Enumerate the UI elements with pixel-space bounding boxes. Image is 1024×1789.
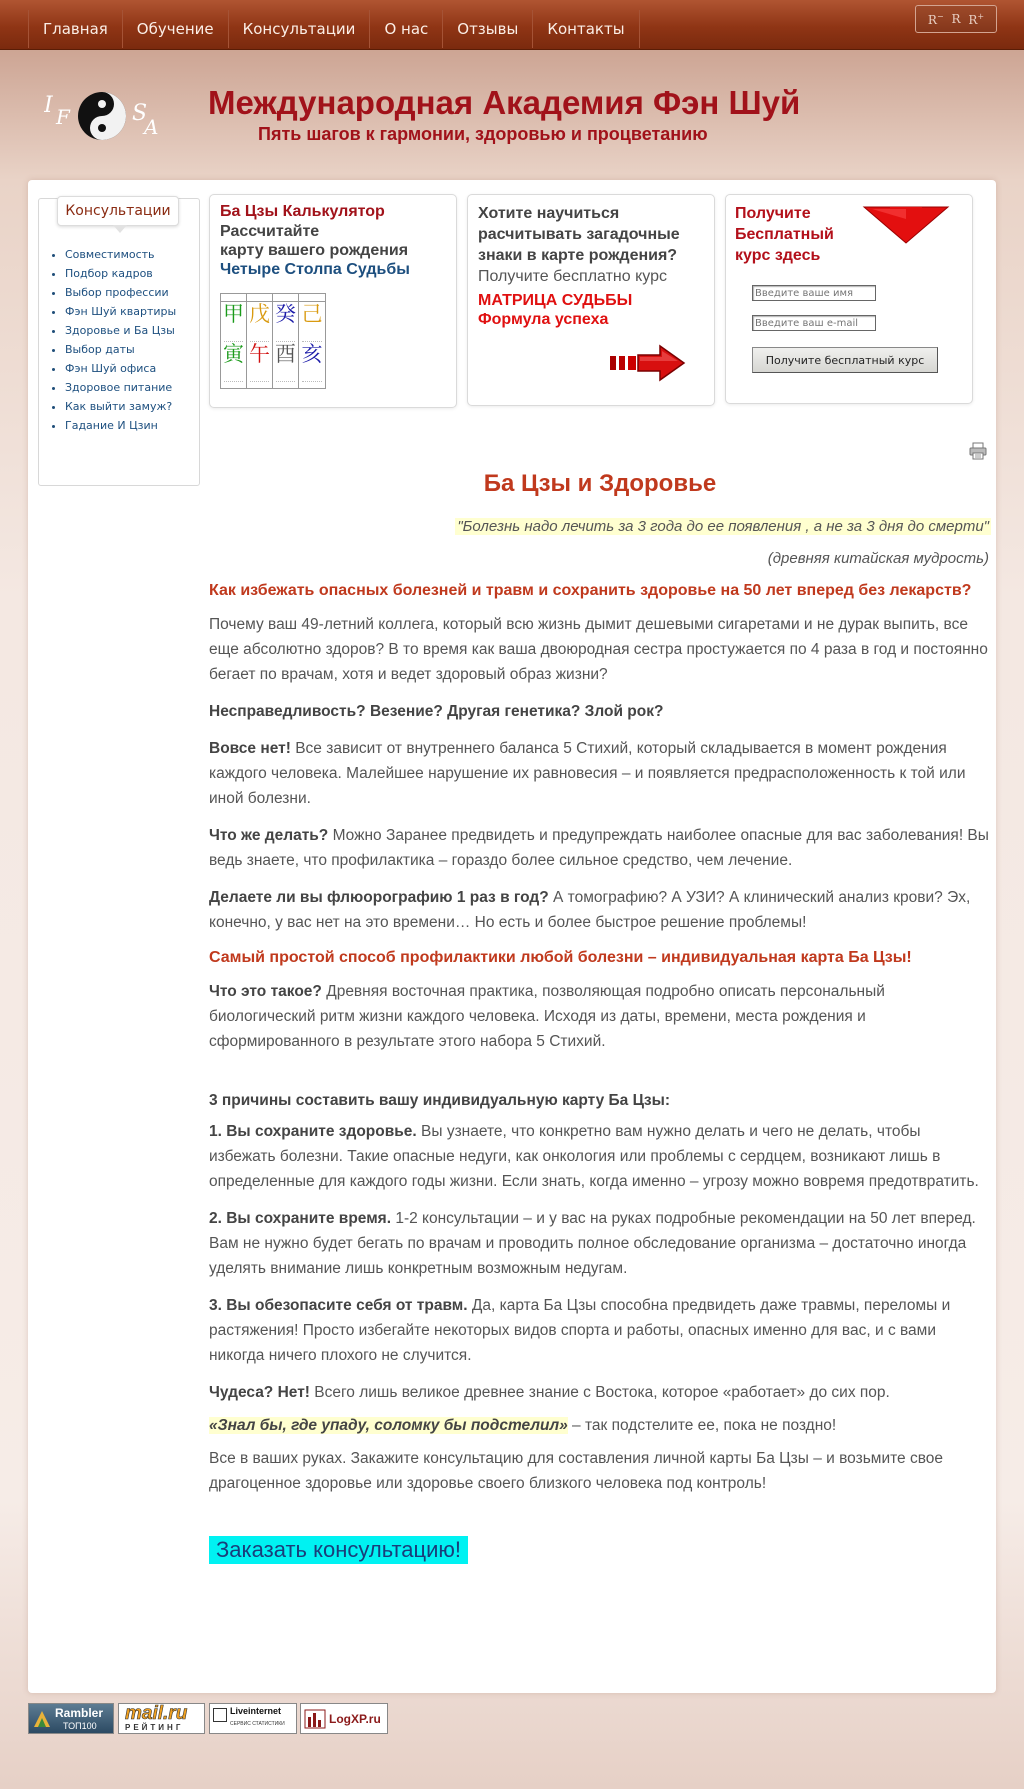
- paragraph-text: Древняя восточная практика, позволяющая подробно описать персональный биологический ритм жизни каждого человека. Исходя из даты, времени, места рождения и сформированного в результате этого набора 5 Стихий.: [209, 983, 885, 1050]
- sidebar-item: [65, 340, 193, 359]
- site-subtitle: Пять шагов к гармонии, здоровью и процветанию: [258, 124, 708, 144]
- liveinternet-sub: СЕРВИС СТАТИСТИКИ: [230, 1721, 285, 1727]
- paragraph-lead: 2. Вы сохраните время.: [209, 1210, 392, 1227]
- paragraph-lead: Чудеса? Нет!: [209, 1384, 310, 1401]
- sidebar-link-apartment[interactable]: Фэн Шуй квартиры: [65, 305, 177, 318]
- pillar-column: [247, 294, 273, 388]
- matrix-text: знаки в карте рождения?: [478, 247, 678, 264]
- sidebar-item: [65, 283, 193, 302]
- nav-item-consultations[interactable]: Консультации: [228, 10, 370, 48]
- matrix-text: Получите бесплатно курс: [478, 268, 667, 285]
- print-icon[interactable]: [969, 442, 987, 460]
- liveinternet-icon: [213, 1708, 227, 1722]
- main-menu: [28, 10, 640, 48]
- sidebar-link-staff[interactable]: Подбор кадров: [65, 267, 153, 280]
- article-paragraph: 3 причины составить вашу индивидуальную карту Ба Цзы:: [209, 1092, 671, 1109]
- sidebar-item: [65, 264, 193, 283]
- sidebar-title: Консультации: [57, 196, 179, 226]
- sidebar-item: [65, 416, 193, 435]
- sidebar-menu: [53, 245, 193, 435]
- pillar-column: [221, 294, 247, 388]
- rambler-sub: ТОП100: [63, 1721, 97, 1731]
- paragraph-lead: 1. Вы сохраните здоровье.: [209, 1123, 417, 1140]
- paragraph-lead: Делаете ли вы флюорографию 1 раз в год?: [209, 889, 549, 906]
- sidebar-item: [65, 359, 193, 378]
- article-paragraph: [209, 1413, 991, 1438]
- sidebar-link-date[interactable]: Выбор даты: [65, 343, 135, 356]
- destiny-matrix-promo[interactable]: [467, 194, 715, 406]
- matrix-course-name: МАТРИЦА СУДЬБЫ: [478, 292, 633, 309]
- sidebar-link-compatibility[interactable]: Совместимость: [65, 248, 155, 261]
- article-heading: Как избежать опасных болезней и травм и сохранить здоровье на 50 лет вперед без лекарств?: [209, 582, 972, 599]
- quote-source: (древняя китайская мудрость): [767, 550, 989, 567]
- pillar-branch: 寅: [223, 342, 244, 366]
- paragraph-text: Можно Заранее предвидеть и предупреждать наиболее опасные для вас заболевания! Вы ведь знаете, что профилактика – гораздо более сильное средство, чем лечение.: [209, 827, 989, 869]
- article-quote: "Болезнь надо лечить за 3 года до ее появления , а не за 3 дня до смерти": [457, 518, 989, 535]
- rambler-label: Rambler: [55, 1706, 104, 1720]
- free-course-text: Получите: [735, 205, 811, 222]
- paragraph-lead: 3. Вы обезопасите себя от травм.: [209, 1297, 468, 1314]
- article-paragraph: [209, 1380, 991, 1405]
- article: [209, 470, 991, 1564]
- paragraph-lead: Вовсе нет!: [209, 740, 291, 757]
- nav-item-training[interactable]: Обучение: [122, 10, 228, 48]
- logo-letter-f: F: [56, 105, 70, 129]
- article-paragraph: [209, 979, 991, 1054]
- font-size-switcher: [915, 5, 997, 33]
- quote-row: [209, 506, 991, 536]
- pillar-stem: 甲: [223, 302, 244, 326]
- pillar-branch: 午: [249, 342, 270, 366]
- paragraph-text: Все зависит от внутреннего баланса 5 Стихий, который складывается в момент рождения каждого человека. Малейшее нарушение их равновесия – и появляется предрасположенность к той или иной болезни.: [209, 740, 966, 807]
- mailru-label: mail.ru: [125, 1703, 188, 1724]
- logo-letter-a: A: [144, 115, 159, 139]
- sidebar-link-iching[interactable]: Гадание И Цзин: [65, 419, 158, 432]
- logxp-counter[interactable]: [300, 1703, 388, 1734]
- article-paragraph: Несправедливость? Везение? Другая генетика? Злой рок?: [209, 703, 664, 720]
- article-paragraph: Почему ваш 49-летний коллега, который всю жизнь дымит дешевыми сигаретами и не дурак выпить, все еще абсолютно здоров? В то время как ваша двоюродная сестра простужается по 4 раза в год и постоянно бегает по врачам, хотя и ведет здоровый образ жизни?: [209, 616, 988, 683]
- pillar-branch: 酉: [275, 342, 296, 366]
- calculator-text: карту вашего рождения: [220, 242, 409, 259]
- mailru-counter[interactable]: [118, 1703, 205, 1734]
- pillar-column: [299, 294, 325, 388]
- matrix-text: Хотите научиться: [478, 205, 620, 222]
- logxp-label: LogXP.ru: [329, 1712, 381, 1726]
- quote-source-row: [209, 550, 991, 568]
- bazi-chart-image[interactable]: [220, 293, 326, 389]
- article-title: Ба Цзы и Здоровье: [483, 470, 717, 497]
- matrix-course-subtitle: Формула успеха: [478, 311, 609, 328]
- article-paragraph: [209, 1206, 991, 1281]
- font-reset-button[interactable]: R: [951, 12, 961, 26]
- rambler-counter[interactable]: [28, 1703, 114, 1734]
- order-consultation-button[interactable]: Заказать консультацию!: [209, 1536, 468, 1564]
- arrow-down-icon: [862, 205, 950, 245]
- article-paragraph: [209, 885, 991, 935]
- proverb-highlight: «Знал бы, где упаду, соломку бы подстелил»: [209, 1417, 568, 1434]
- article-paragraph: [209, 1119, 991, 1194]
- rambler-logo-icon: [32, 1709, 52, 1729]
- free-course-form: [725, 194, 973, 404]
- paragraph-text: Вы узнаете, что конкретно вам нужно делать и чего не делать, чтобы избежать болезни. Такие опасные недуги, как онкология или проблемы с сердцем, возникают лишь в определенные для каждого годы жизни. Если знать, когда именно – угрозу можно вовремя предотвратить.: [209, 1123, 979, 1190]
- calculator-text: Рассчитайте: [220, 223, 320, 240]
- paragraph-text: А томографию? А УЗИ? А клинический анализ крови? Эх, конечно, у вас нет на это времени… Но есть и более быстрое решение проблемы!: [209, 889, 971, 931]
- bar-chart-icon: [304, 1709, 326, 1729]
- mailru-sub: РЕЙТИНГ: [125, 1723, 184, 1732]
- paragraph-text: Да, карта Ба Цзы способна предвидеть даже травмы, переломы и растяжения! Просто избегайте некоторых видов спорта и работы, опасных именно для вас, и с вами никогда ничего плохого не случится.: [209, 1297, 951, 1364]
- paragraph-text: 1-2 консультации – и у вас на руках подробные рекомендации на 50 лет вперед. Вам не нужно будет бегать по врачам и проводить полное обследование организма – достаточно иногда уделять внимание лишь конкретным возможным недугам.: [209, 1210, 976, 1277]
- calculator-link[interactable]: Четыре Столпа Судьбы: [220, 261, 410, 278]
- nav-item-contacts[interactable]: Контакты: [532, 10, 639, 48]
- article-paragraph: [209, 736, 991, 811]
- sidebar-link-health[interactable]: Здоровье и Ба Цзы: [65, 324, 175, 337]
- liveinternet-label: Liveinternet: [230, 1706, 282, 1716]
- arrow-right-icon[interactable]: [608, 343, 688, 383]
- email-input[interactable]: [752, 315, 876, 331]
- site-title: Международная Академия Фэн Шуй: [208, 84, 801, 121]
- pillar-column: [273, 294, 299, 388]
- free-course-text: курс здесь: [735, 247, 821, 264]
- sidebar-item: [65, 302, 193, 321]
- sidebar-item: [65, 245, 193, 264]
- nav-item-about[interactable]: О нас: [369, 10, 442, 48]
- liveinternet-counter[interactable]: [209, 1703, 297, 1734]
- article-paragraph: [209, 1293, 991, 1368]
- sidebar-link-marriage[interactable]: Как выйти замуж?: [65, 400, 173, 413]
- paragraph-text: – так подстелите ее, пока не поздно!: [567, 1417, 837, 1434]
- academy-logo[interactable]: [44, 84, 164, 144]
- sidebar-item: [65, 397, 193, 416]
- bazi-calculator-promo[interactable]: [209, 194, 457, 408]
- article-heading: Самый простой способ профилактики любой болезни – индивидуальная карта Ба Цзы!: [209, 949, 912, 966]
- logo-letter-s: S: [132, 101, 148, 126]
- name-input[interactable]: [752, 285, 876, 301]
- sidebar-link-office[interactable]: Фэн Шуй офиса: [65, 362, 157, 375]
- free-course-text: Бесплатный: [735, 226, 834, 243]
- sidebar-item: [65, 378, 193, 397]
- paragraph-lead: Что это такое?: [209, 983, 322, 1000]
- sidebar-item: [65, 321, 193, 340]
- consultations-sidebar: [38, 198, 200, 486]
- pillar-stem: 癸: [275, 302, 296, 326]
- logo-letter-i: I: [44, 93, 53, 118]
- article-paragraph: [209, 823, 991, 873]
- paragraph-lead: Что же делать?: [209, 827, 329, 844]
- top-navigation: [0, 0, 1024, 50]
- pillar-stem: 戊: [249, 302, 270, 326]
- font-decrease-button[interactable]: R−: [927, 11, 944, 27]
- article-paragraph: Все в ваших руках. Закажите консультацию для составления личной карты Ба Цзы – и возьмите свое драгоценное здоровье или здоровье своего близкого человека под контроль!: [209, 1450, 944, 1492]
- nav-item-home[interactable]: Главная: [28, 10, 122, 48]
- font-increase-button[interactable]: R+: [968, 11, 985, 27]
- sidebar-link-food[interactable]: Здоровое питание: [65, 381, 173, 394]
- nav-item-reviews[interactable]: Отзывы: [442, 10, 532, 48]
- calculator-title: Ба Цзы Калькулятор: [220, 203, 385, 220]
- pillar-stem: 己: [301, 302, 323, 326]
- paragraph-text: Всего лишь великое древнее знание с Востока, которое «работает» до сих пор.: [309, 1384, 890, 1401]
- pillar-branch: 亥: [301, 342, 323, 366]
- get-free-course-button[interactable]: Получите бесплатный курс: [752, 347, 938, 373]
- sidebar-link-profession[interactable]: Выбор профессии: [65, 286, 169, 299]
- matrix-text: расчитывать загадочные: [478, 226, 680, 243]
